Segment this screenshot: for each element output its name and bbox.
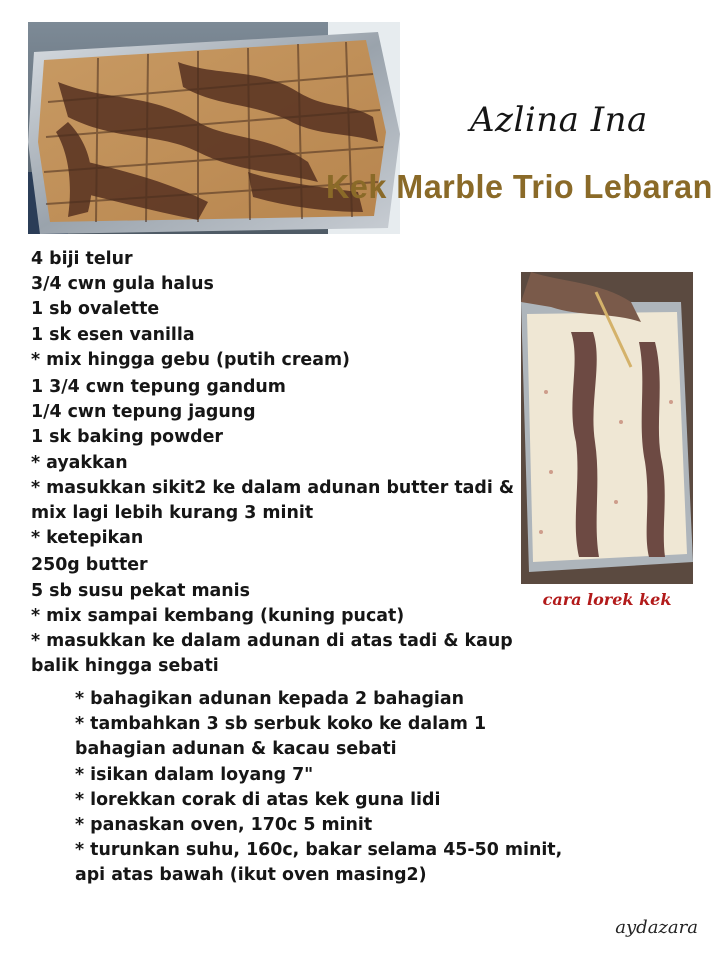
signature: aydazara [615, 917, 698, 938]
step-line: * tambahkan 3 sb serbuk koko ke dalam 1 [75, 714, 487, 735]
step-line: * turunkan suhu, 160c, bakar selama 45-50 minit, [75, 840, 563, 861]
ingredient-line: 1 sk baking powder [31, 427, 224, 448]
ingredient-line: * masukkan sikit2 ke dalam adunan butter tadi & [31, 477, 515, 498]
ingredient-line: 1/4 cwn tepung jagung [31, 402, 256, 423]
ingredient-line: 4 biji telur [31, 249, 133, 269]
ingredient-line: 250g butter [31, 555, 148, 576]
marbling-photo [521, 272, 693, 584]
step-line: * isikan dalam loyang 7" [75, 764, 314, 785]
ingredient-line: 1 3/4 cwn tepung gandum [31, 377, 286, 398]
ingredient-line: * mix hingga gebu (putih cream) [31, 349, 351, 370]
author-name: Azlina Ina [470, 100, 648, 140]
ingredient-line: mix lagi lebih kurang 3 minit [31, 503, 314, 524]
ingredient-line: 1 sb ovalette [31, 299, 160, 320]
recipe-title: Kek Marble Trio Lebaran [326, 168, 713, 205]
step-line: bahagian adunan & kacau sebati [75, 739, 397, 760]
egg-ingredient-group [31, 247, 521, 373]
ingredient-line: 5 sb susu pekat manis [31, 580, 250, 601]
method-steps [75, 687, 565, 889]
ingredients-list [31, 247, 521, 681]
marbling-caption: cara lorek kek [542, 590, 672, 609]
step-line: * lorekkan corak di atas kek guna lidi [75, 789, 441, 810]
ingredient-line: * masukkan ke dalam adunan di atas tadi & kaup [31, 631, 513, 652]
ingredient-line: 3/4 cwn gula halus [31, 274, 214, 295]
ingredient-line: balik hingga sebati [31, 656, 219, 677]
flour-ingredient-group [31, 375, 521, 551]
step-line: api atas bawah (ikut oven masing2) [75, 865, 427, 886]
butter-ingredient-group [31, 553, 521, 679]
ingredient-line: * mix sampai kembang (kuning pucat) [31, 605, 405, 626]
ingredient-line: * ayakkan [31, 452, 128, 473]
step-line: * bahagikan adunan kepada 2 bahagian [75, 689, 465, 709]
step-line: * panaskan oven, 170c 5 minit [75, 815, 373, 836]
ingredient-line: 1 sk esen vanilla [31, 324, 195, 345]
ingredient-line: * ketepikan [31, 528, 144, 549]
